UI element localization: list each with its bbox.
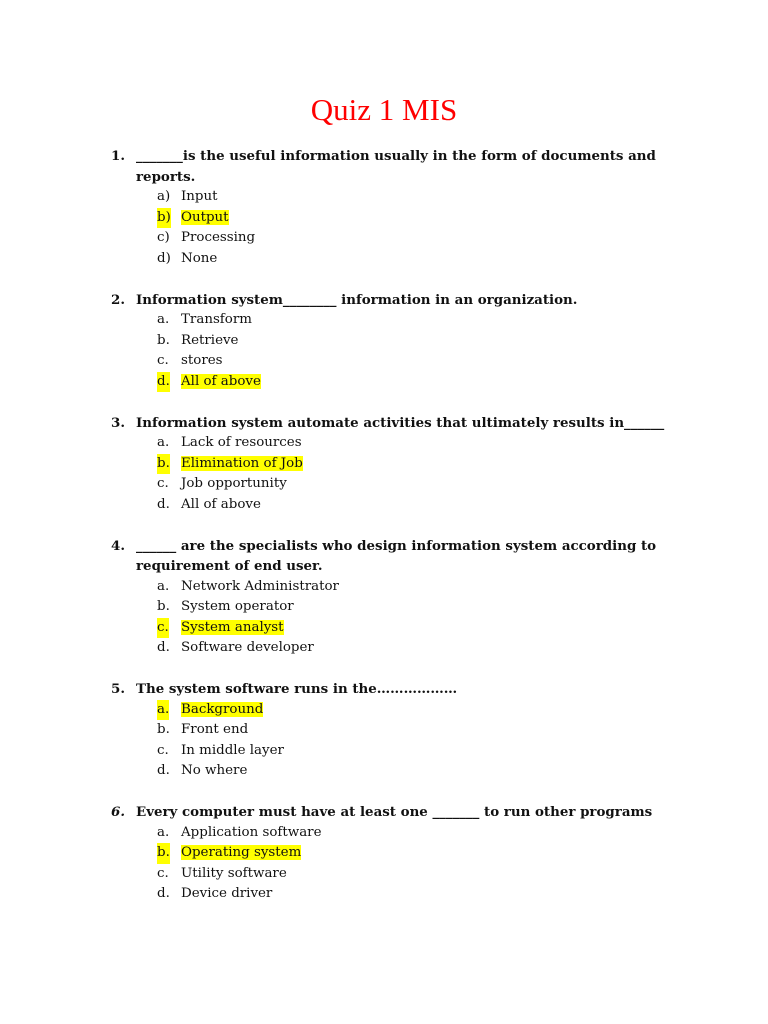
option-text: Retrieve xyxy=(181,332,239,348)
option-text: No where xyxy=(181,763,248,778)
option-d xyxy=(0,884,768,905)
option-a xyxy=(0,310,768,331)
question-number: 4. xyxy=(111,537,125,554)
option-b xyxy=(0,331,768,352)
option-marker: b. xyxy=(157,843,170,864)
option-a xyxy=(0,187,768,208)
option-text: Application software xyxy=(181,824,322,840)
question-3 xyxy=(0,413,768,516)
option-list xyxy=(0,577,768,659)
option-d xyxy=(0,249,768,270)
option-a xyxy=(0,577,768,598)
option-marker: d. xyxy=(157,763,170,778)
option-marker: b) xyxy=(157,208,171,229)
option-list xyxy=(0,823,768,905)
option-text: All of above xyxy=(181,496,261,512)
option-text-highlighted: Operating system xyxy=(181,845,302,860)
option-text: Network Administrator xyxy=(181,578,339,594)
option-text: Processing xyxy=(181,230,256,245)
option-a xyxy=(0,823,768,844)
option-c xyxy=(0,228,768,249)
question-5 xyxy=(0,679,768,782)
option-marker: d. xyxy=(157,372,170,393)
option-marker: d. xyxy=(157,496,170,512)
option-marker: c. xyxy=(157,742,169,758)
question-stem xyxy=(0,536,768,577)
option-text-highlighted: Elimination of Job xyxy=(181,455,303,471)
option-marker: c. xyxy=(157,865,169,881)
question-text: Information system________ information in an organization. xyxy=(136,291,578,308)
question-text: Every computer must have at least one _______ to run other programs xyxy=(136,804,653,820)
page-title: Quiz 1 MIS xyxy=(310,92,458,127)
option-c xyxy=(0,474,768,495)
option-b xyxy=(0,843,768,864)
question-stem xyxy=(0,146,768,187)
question-text: The system software runs in the……………… xyxy=(136,681,458,697)
option-marker: a. xyxy=(157,435,170,450)
option-c xyxy=(0,864,768,885)
option-a xyxy=(0,433,768,454)
question-stem xyxy=(0,290,768,311)
question-number: 3. xyxy=(111,414,125,431)
question-text: ______ are the specialists who design information system according to requirement of end user. xyxy=(136,537,657,574)
option-b xyxy=(0,597,768,618)
question-number: 6. xyxy=(111,804,125,820)
option-d xyxy=(0,761,768,782)
question-text: _______is the useful information usually in the form of documents and reports. xyxy=(136,148,656,185)
question-1 xyxy=(0,146,768,269)
option-marker: c. xyxy=(157,476,169,491)
option-text-highlighted: System analyst xyxy=(181,619,284,635)
question-stem xyxy=(0,413,768,434)
option-text: Device driver xyxy=(181,886,273,901)
question-number: 5. xyxy=(111,681,125,697)
option-c xyxy=(0,741,768,762)
option-text-highlighted: Background xyxy=(181,701,264,717)
question-stem xyxy=(0,679,768,700)
option-d xyxy=(0,372,768,393)
option-text: Utility software xyxy=(181,865,287,881)
option-marker: a. xyxy=(157,312,170,327)
option-text: Transform xyxy=(181,312,252,327)
option-b xyxy=(0,208,768,229)
question-stem xyxy=(0,802,768,823)
option-marker: d. xyxy=(157,886,170,901)
option-text: Software developer xyxy=(181,640,314,655)
question-4 xyxy=(0,536,768,659)
option-text: System operator xyxy=(181,599,294,614)
question-6 xyxy=(0,802,768,905)
question-text: Information system automate activities that ultimately results in______ xyxy=(136,414,665,431)
option-d xyxy=(0,638,768,659)
option-list xyxy=(0,433,768,515)
option-text: None xyxy=(181,250,218,266)
option-text: stores xyxy=(181,353,223,368)
option-marker: a. xyxy=(157,700,169,721)
option-text-highlighted: Output xyxy=(181,209,229,225)
question-list xyxy=(0,146,768,925)
option-marker: b. xyxy=(157,454,170,475)
option-marker: b. xyxy=(157,722,170,737)
option-marker: d. xyxy=(157,640,170,655)
option-text: In middle layer xyxy=(181,742,284,758)
question-number: 2. xyxy=(111,291,125,308)
option-b xyxy=(0,454,768,475)
option-list xyxy=(0,310,768,392)
option-marker: a. xyxy=(157,578,170,594)
option-text: Job opportunity xyxy=(181,476,287,491)
question-2 xyxy=(0,290,768,393)
option-c xyxy=(0,618,768,639)
option-text: Input xyxy=(181,189,218,204)
option-text-highlighted: All of above xyxy=(181,373,261,389)
option-marker: a) xyxy=(157,189,171,204)
option-marker: d) xyxy=(157,250,171,266)
option-d xyxy=(0,495,768,516)
option-c xyxy=(0,351,768,372)
option-marker: b. xyxy=(157,599,170,614)
option-text: Lack of resources xyxy=(181,435,302,450)
option-b xyxy=(0,720,768,741)
option-a xyxy=(0,700,768,721)
option-marker: c. xyxy=(157,353,169,368)
option-marker: c. xyxy=(157,618,169,639)
option-text: Front end xyxy=(181,722,249,737)
option-list xyxy=(0,700,768,782)
option-marker: c) xyxy=(157,230,170,245)
question-number: 1. xyxy=(111,148,125,164)
option-marker: b. xyxy=(157,332,170,348)
option-marker: a. xyxy=(157,824,170,840)
option-list xyxy=(0,187,768,269)
